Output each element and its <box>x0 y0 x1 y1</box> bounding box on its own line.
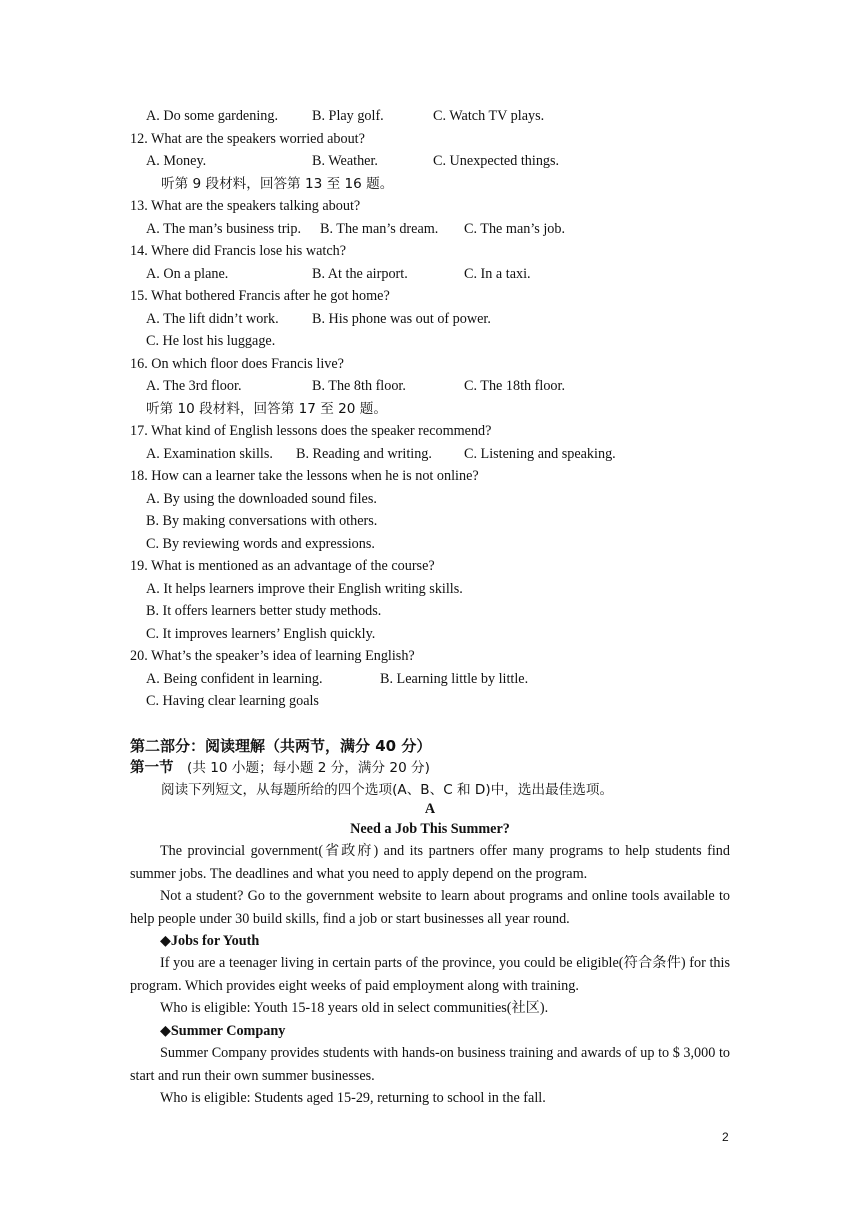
q18-question: 18. How can a learner take the lessons when he is not online? <box>130 468 479 484</box>
q19-option-c: C. It improves learners’ English quickly. <box>146 626 376 642</box>
q20-option-a: A. Being confident in learning. <box>146 671 323 687</box>
q13-option-a: A. The man’s business trip. <box>146 221 302 237</box>
q15-question: 15. What bothered Francis after he got home? <box>130 288 390 304</box>
q20-question: 20. What’s the speaker’s idea of learning English? <box>130 648 415 664</box>
section9-instruction: 听第 9 段材料，回答第 13 至 16 题。 <box>161 176 394 192</box>
part-two-title-text: 第二部分：阅读理解（共两节，满分 40 分） <box>130 737 432 755</box>
q14-question: 14. Where did Francis lose his watch? <box>130 243 347 259</box>
q15-option-a: A. The lift didn’t work. <box>146 311 279 327</box>
q14-option-a: A. On a plane. <box>146 266 229 282</box>
q15-option-c: C. He lost his luggage. <box>146 333 276 349</box>
q19-option-a: A. It helps learners improve their English writing skills. <box>146 581 463 597</box>
section10-instruction: 听第 10 段材料，回答第 17 至 20 题。 <box>146 401 387 417</box>
q17-option-c: C. Listening and speaking. <box>464 446 616 462</box>
q17-question: 17. What kind of English lessons does the speaker recommend? <box>130 423 492 439</box>
page-number: 2 <box>722 1130 729 1144</box>
q18-option-c: C. By reviewing words and expressions. <box>146 536 375 552</box>
subheading-summer-company: ◆Summer Company <box>160 1023 286 1039</box>
q16-option-c: C. The 18th floor. <box>464 378 566 394</box>
q12-option-a: A. Money. <box>146 153 207 169</box>
q16-option-b: B. The 8th floor. <box>312 378 406 394</box>
paragraph-3: If you are a teenager living in certain parts of the province, you could be eligible(符合条件) for this program. Which provides eight weeks of paid employment along with training. <box>130 955 730 994</box>
q17-option-a: A. Examination skills. <box>146 446 273 462</box>
section-one-title <box>130 759 430 777</box>
q16-question: 16. On which floor does Francis live? <box>130 356 344 372</box>
section-one-scoring: (共 10 小题；每小题 2 分，满分 20 分) <box>187 760 430 776</box>
q11-option-a: A. Do some gardening. <box>146 108 278 124</box>
section-one-label: 第一节 <box>130 760 174 776</box>
paragraph-6: Who is eligible: Students aged 15-29, returning to school in the fall. <box>160 1090 546 1106</box>
q20-option-b: B. Learning little by little. <box>380 671 529 687</box>
q12-question: 12. What are the speakers worried about? <box>130 131 365 147</box>
q11-option-c: C. Watch TV plays. <box>433 108 545 124</box>
q13-question: 13. What are the speakers talking about? <box>130 198 361 214</box>
paragraph-1: The provincial government(省政府) and its partners offer many programs to help students find summer jobs. The deadlines and what you need to apply depend on the program. <box>130 843 730 882</box>
q14-option-c: C. In a taxi. <box>464 266 531 282</box>
q14-option-b: B. At the airport. <box>312 266 408 282</box>
subheading-jobs-for-youth: ◆Jobs for Youth <box>160 933 260 949</box>
q18-option-b: B. By making conversations with others. <box>146 513 378 529</box>
q19-option-b: B. It offers learners better study methods. <box>146 603 382 619</box>
q13-option-c: C. The man’s job. <box>464 221 566 237</box>
paragraph-2: Not a student? Go to the government website to learn about programs and online tools available to help people under 30 build skills, find a job or start businesses all year round. <box>130 888 730 927</box>
q19-question: 19. What is mentioned as an advantage of the course? <box>130 558 435 574</box>
q13-option-b: B. The man’s dream. <box>320 221 439 237</box>
paragraph-4: Who is eligible: Youth 15-18 years old in select communities(社区). <box>160 1000 549 1016</box>
part-two-title <box>130 737 431 755</box>
q12-option-b: B. Weather. <box>312 153 378 169</box>
q11-option-b: B. Play golf. <box>312 108 384 124</box>
q18-option-a: A. By using the downloaded sound files. <box>146 491 377 507</box>
reading-instruction: 阅读下列短文，从每题所给的四个选项(A、B、C 和 D)中，选出最佳选项。 <box>161 782 614 798</box>
q15-option-b: B. His phone was out of power. <box>312 311 491 327</box>
passage-title: Need a Job This Summer? <box>350 821 510 837</box>
q12-option-c: C. Unexpected things. <box>433 153 560 169</box>
q16-option-a: A. The 3rd floor. <box>146 378 242 394</box>
q20-option-c: C. Having clear learning goals <box>146 693 319 709</box>
passage-letter: A <box>424 801 436 817</box>
paragraph-5: Summer Company provides students with hands-on business training and awards of up to $ 3,000 to start and run their own summer businesses. <box>130 1045 730 1084</box>
q17-option-b: B. Reading and writing. <box>296 446 432 462</box>
